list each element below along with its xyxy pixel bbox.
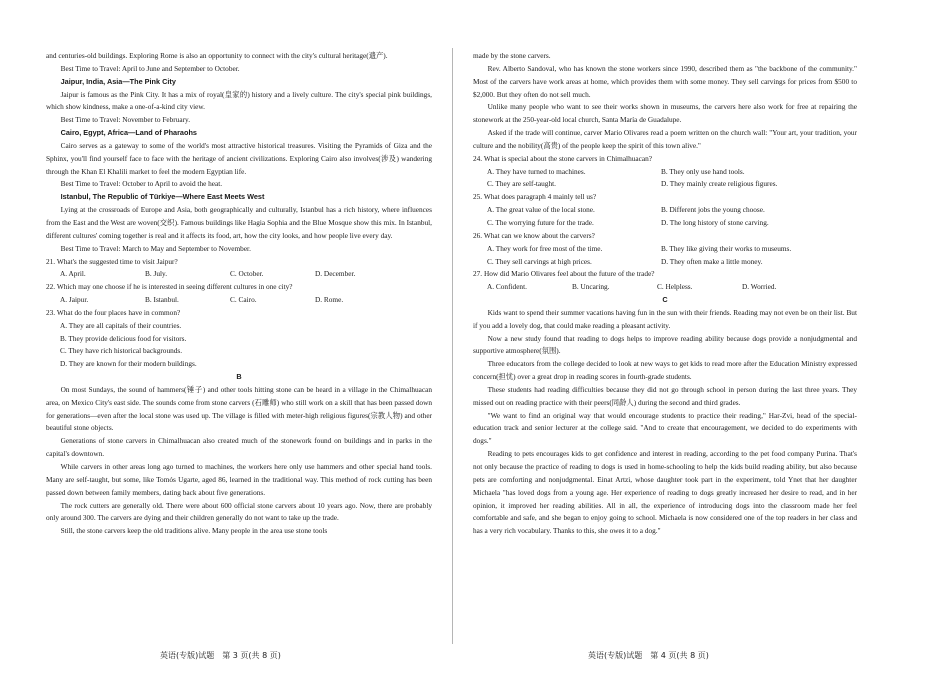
question-26: 26. What can we know about the carvers? (473, 230, 595, 240)
option: D. They mainly create religious figures. (661, 179, 778, 189)
question-25: 25. What does paragraph 4 mainly tell us? (473, 192, 597, 202)
option: C. October. (230, 269, 264, 279)
jaipur-heading: Jaipur, India, Asia—The Pink City (60, 76, 176, 86)
option: C. The worrying future for the trade. (487, 217, 594, 227)
option: A. Confident. (487, 282, 527, 292)
question-25-options-cd (473, 217, 857, 230)
passage-b-paragraph-3: While carvers in other areas long ago turned to machines, the workers here only use hammers and other special hand tools. Many are self-taught, but some, like Tomós Ugarte, aged 86, learned in the traditional way. This method of rock cutting has been passed down between family members, dating back about five generations. (46, 462, 432, 497)
passage-b-continued: made by the stone carvers. (473, 51, 551, 60)
right-column (473, 50, 857, 538)
option: C. They are self-taught. (487, 179, 556, 189)
question-21: 21. What's the suggested time to visit Jaipur? (46, 256, 178, 266)
page-footer-left: 英语(专版)试题 第 3 页(共 8 页) (160, 651, 281, 660)
section-b-heading: B (236, 372, 242, 382)
option: A. They are all capitals of their countries. (60, 320, 182, 330)
istanbul-paragraph: Lying at the crossroads of Europe and Asia, both geographically and culturally, Istanbul has a rich history, where influences from the East and the West are woven(交织). Famous buildings like Hagia Sophia and the Blue Mosque show this mix. In Istanbul, different cultures' coming together is real and it affects its food, art, how the city looks, and how people live every day. (46, 205, 432, 240)
option: D. The long history of stone carving. (661, 217, 769, 227)
option: B. July. (145, 269, 168, 279)
option: B. They provide delicious food for visitors. (60, 333, 187, 343)
option: D. They often make a little money. (661, 256, 763, 266)
passage-c-paragraph-5: "We want to find an original way that would encourage students to practice their reading," Har-Zvi, head of the special-education track and senior lecturer at the college said. "And to create that encouragement, we decided to do experiments with dogs." (473, 410, 857, 446)
istanbul-heading: Istanbul, The Republic of Türkiye—Where East Meets West (60, 192, 265, 202)
jaipur-best-time: Best Time to Travel: November to February. (60, 115, 191, 125)
question-26-options-ab (473, 243, 857, 256)
option: A. April. (60, 269, 86, 279)
jaipur-paragraph: Jaipur is famous as the Pink City. It has a mix of royal(皇家的) history and a lively culture. The city's special pink buildings, which show kindness, make a one-of-a-kind city view. (46, 89, 432, 112)
option: C. Helpless. (657, 282, 693, 292)
option: D. They are known for their modern buildings. (60, 359, 197, 369)
option: C. They sell carvings at high prices. (487, 256, 592, 266)
cairo-paragraph: Cairo serves as a gateway to some of the world's most attractive historical treasures. Visiting the Pyramids of Giza and the Sphinx, you'll find yourself face to face with the heritage of ancient civilizations. Exploring Cairo also involves(涉及) wandering through the Khan El Khalili market to feel the modern Egyptian life. (46, 140, 432, 176)
question-24-options-cd (473, 178, 857, 191)
question-24-options-ab (473, 166, 857, 179)
passage-c-paragraph-3: Three educators from the college decided to look at new ways to get kids to read more after the Education Ministry expressed concern(担忧) over a great drop in reading scores in fourth-grade students. (473, 359, 857, 382)
column-divider (452, 48, 453, 644)
option: D. Worried. (742, 282, 777, 292)
passage-b-paragraph-8: Asked if the trade will continue, carver Mario Olivares read a poem written on the church wall: "Your art, your tradition, your culture and the nobility(高贵) of the people keep the spirit of this town alive." (473, 128, 857, 150)
question-27: 27. How did Mario Olivares feel about the future of the trade? (473, 269, 655, 279)
question-22: 22. Which may one choose if he is interested in seeing different cultures in one city? (46, 282, 293, 292)
left-column (46, 50, 432, 538)
option: A. Jaipur. (60, 295, 89, 305)
passage-c-paragraph-2: Now a new study found that reading to dogs helps to improve reading ability because dogs provide a nonjudgmental and supportive atmosphere(氛围). (473, 333, 857, 356)
option: C. Cairo. (230, 295, 257, 305)
rome-paragraph-end: and centuries-old buildings. Exploring Rome is also an opportunity to connect with the city's cultural heritage(遗产). (46, 51, 388, 60)
page-footer-right: 英语(专版)试题 第 4 页(共 8 页) (588, 651, 709, 660)
passage-b-paragraph-6: Rev. Alberto Sandoval, who has known the stone workers since 1990, described them as "the backbone of the community." Most of the carvers have work areas at home, which provides them with some money. They sell carvings for prices from $500 to $2,000. But they often do not sell much. (473, 63, 857, 99)
option: A. They work for free most of the time. (487, 243, 603, 253)
question-23: 23. What do the four places have in common? (46, 307, 181, 317)
passage-b-paragraph-5: Still, the stone carvers keep the old traditions alive. Many people in the area use stone tools (60, 526, 328, 536)
cairo-heading: Cairo, Egypt, Africa—Land of Pharaohs (60, 128, 197, 138)
question-26-options-cd (473, 256, 857, 269)
option: D. December. (315, 269, 356, 279)
section-c-heading: C (662, 295, 668, 305)
cairo-best-time: Best Time to Travel: October to April to avoid the heat. (60, 179, 223, 189)
passage-c-paragraph-6: Reading to pets encourages kids to get confidence and interest in reading, according to the pet food company Purina. That's not only because the practice of reading to dogs is used in home-schooling to help the kids build reading ability, but also because pets are comforting and nonjudgmental. Einat Artzi, whose daughter took part in the experiment, told Ynet that her daughter Michaela "has loved dogs from a young age. Her experience of reading to dogs greatly increased her desire to read, and in her opinion, it improved her reading abilities. All in all, the experience of introducing dogs into the classroom made her feel comfortable and safe, and she began to enjoy going to school. Michaela is now considered one of the top readers in her class and has a very rich vocabulary. Thanks to this, she owes it to a dog." (473, 449, 857, 536)
istanbul-best-time: Best Time to Travel: March to May and September to November. (60, 243, 251, 253)
passage-b-paragraph-7: Unlike many people who want to see their works shown in museums, the carvers here also work for free at repairing the stonework at the 250-year-old local church, Santa María de Guadalupe. (473, 102, 857, 125)
option: B. Different jobs the young choose. (661, 205, 765, 215)
option: D. Rome. (315, 295, 344, 305)
passage-c-paragraph-1: Kids want to spend their summer vacations having fun in the sun with their friends. Reading may not even be on their list. But if you add a lovely dog, that could make reading a pleasant activity. (473, 307, 857, 330)
option: B. They like giving their works to museums. (661, 243, 792, 253)
option: A. They have turned to machines. (487, 166, 586, 176)
rome-best-time: Best Time to Travel: April to June and September to October. (60, 63, 240, 73)
option: B. They only use hand tools. (661, 166, 745, 176)
question-21-options (46, 268, 432, 281)
question-24: 24. What is special about the stone carvers in Chimalhuacan? (473, 153, 652, 163)
question-22-options (46, 294, 432, 307)
passage-b-paragraph-1: On most Sundays, the sound of hammers(锤子) and other tools hitting stone can be heard in a village in the Chimalhuacan area, on Mexico City's east side. The sounds come from stone carvers (石雕师) who still work on a skill that has been passed down for generations—even after the local stone was used up. The village is filled with meter-high religious figures(宗教人物) and other beautiful stone objects. (46, 384, 432, 433)
passage-b-paragraph-2: Generations of stone carvers in Chimalhuacan also created much of the stonework found on buildings and in parks in the capital's downtown. (46, 436, 432, 459)
question-25-options-ab (473, 204, 857, 217)
passage-c-paragraph-4: These students had reading difficulties because they did not go through school in person during the last three years. They missed out on reading practice with their peers(同龄人) during the second and third grades. (473, 384, 857, 407)
option: B. Uncaring. (572, 282, 610, 292)
option: B. Istanbul. (145, 295, 179, 305)
option: C. They have rich historical backgrounds. (60, 346, 183, 356)
question-27-options (473, 281, 857, 294)
passage-b-paragraph-4: The rock cutters are generally old. There were about 600 official stone carvers about 10 years ago. Now, there are probably only around 300. The carvers are dying and their children generally do not want to take up the trade. (46, 500, 432, 523)
option: A. The great value of the local stone. (487, 205, 595, 215)
